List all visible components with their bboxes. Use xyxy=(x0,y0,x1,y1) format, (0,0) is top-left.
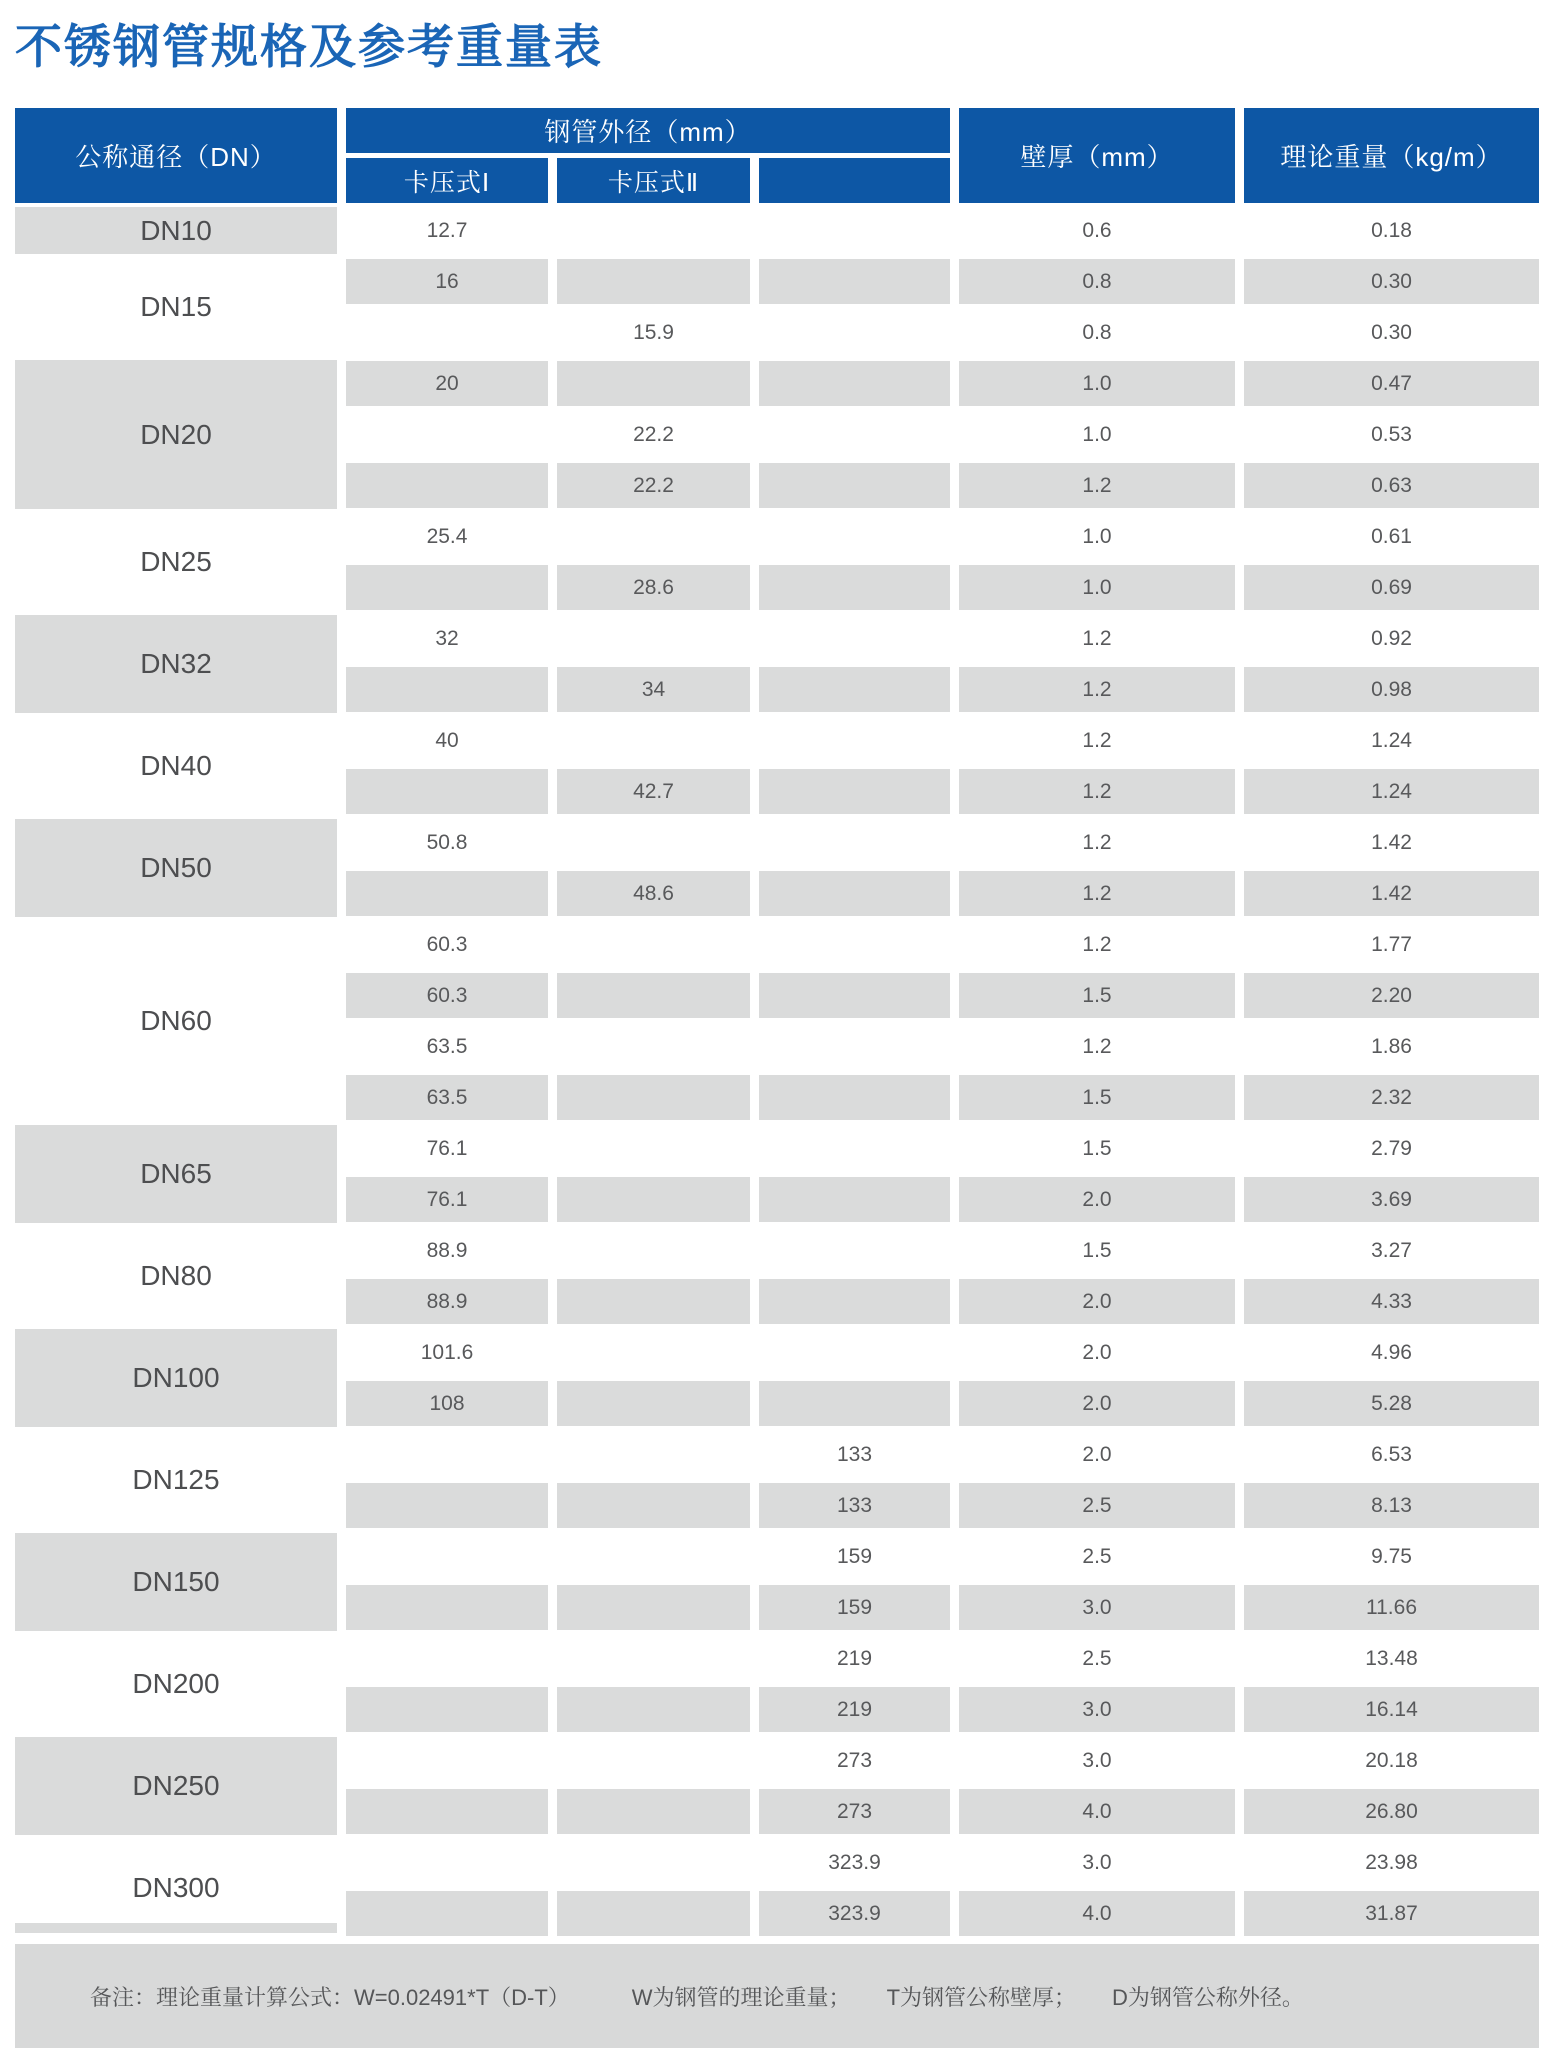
dn-group-cell: DN100 xyxy=(15,1329,337,1427)
row-stripe-cell xyxy=(346,667,548,712)
row-stripe-cell xyxy=(759,1075,950,1120)
table-cell-wall: 1.5 xyxy=(1082,1136,1112,1160)
table-cell-weight: 0.47 xyxy=(1371,371,1412,395)
table-cell-od2: 48.6 xyxy=(633,881,674,905)
table-cell-od2: 42.7 xyxy=(633,779,674,803)
table-cell-od2: 28.6 xyxy=(633,575,674,599)
table-cell-od1: 32 xyxy=(435,626,459,650)
table-cell-od3: 323.9 xyxy=(828,1850,881,1874)
dn-group-cell: DN15 xyxy=(140,291,212,322)
row-stripe-cell xyxy=(557,1585,750,1630)
table-cell-weight: 4.33 xyxy=(1371,1289,1412,1313)
table-cell-wall: 3.0 xyxy=(1082,1595,1112,1619)
row-stripe-cell xyxy=(557,1075,750,1120)
row-stripe-cell xyxy=(557,259,750,304)
table-cell-od1: 16 xyxy=(435,269,459,293)
table-cell-wall: 1.0 xyxy=(1082,422,1112,446)
row-stripe-cell xyxy=(346,463,548,508)
table-cell-wall: 1.2 xyxy=(1082,728,1112,752)
dn-group-cell: DN250 xyxy=(15,1737,337,1835)
table-cell-weight: 11.66 xyxy=(1366,1595,1417,1619)
table-cell-od3: 323.9 xyxy=(828,1901,881,1925)
table-cell-od3: 159 xyxy=(836,1544,873,1568)
table-cell-wall: 4.0 xyxy=(1082,1799,1112,1823)
table-cell-od2: 15.9 xyxy=(633,320,674,344)
table-cell-od3: 273 xyxy=(836,1799,873,1823)
dn-group-cell: DN20 xyxy=(15,360,337,509)
header-clamp-type-1: 卡压式Ⅰ xyxy=(346,158,548,203)
table-cell-wall: 1.0 xyxy=(1082,371,1112,395)
row-stripe-cell xyxy=(557,361,750,406)
table-cell-wall: 1.2 xyxy=(1082,932,1112,956)
table-cell-od1: 40 xyxy=(435,728,459,752)
table-cell-od1: 108 xyxy=(429,1391,465,1415)
table-cell-wall: 1.2 xyxy=(1082,779,1112,803)
table-cell-weight: 1.24 xyxy=(1371,728,1412,752)
row-stripe-cell xyxy=(557,1483,750,1528)
table-cell-od1: 63.5 xyxy=(426,1034,468,1058)
table-cell-weight: 26.80 xyxy=(1365,1799,1418,1823)
row-stripe-cell xyxy=(346,1891,548,1936)
table-cell-od1: 60.3 xyxy=(426,932,468,956)
dn-group-cell: DN65 xyxy=(15,1125,337,1223)
table-cell-od1: 12.7 xyxy=(426,218,468,242)
row-stripe-cell xyxy=(346,1687,548,1732)
table-cell-wall: 1.2 xyxy=(1082,1034,1112,1058)
row-stripe-cell xyxy=(759,463,950,508)
table-cell-weight: 31.87 xyxy=(1365,1901,1418,1925)
table-cell-od1: 88.9 xyxy=(426,1238,468,1262)
table-cell-wall: 1.5 xyxy=(1082,1085,1112,1109)
row-stripe-cell xyxy=(557,1687,750,1732)
dn-group-cell: DN50 xyxy=(15,819,337,917)
row-stripe-cell xyxy=(346,565,548,610)
table-cell-weight: 8.13 xyxy=(1371,1493,1412,1517)
row-stripe-cell xyxy=(557,1789,750,1834)
table-cell-weight: 0.30 xyxy=(1371,320,1412,344)
row-stripe-cell xyxy=(557,1279,750,1324)
table-cell-od2: 22.2 xyxy=(633,422,674,446)
table-cell-od1: 76.1 xyxy=(426,1187,468,1211)
row-stripe-cell xyxy=(346,1585,548,1630)
dn-group-cell: DN40 xyxy=(140,750,212,781)
table-cell-od1: 63.5 xyxy=(426,1085,468,1109)
table-cell-wall: 1.2 xyxy=(1082,881,1112,905)
header-outer-diameter: 钢管外径（mm） xyxy=(346,108,950,153)
table-cell-weight: 0.92 xyxy=(1371,626,1412,650)
table-cell-wall: 2.5 xyxy=(1082,1544,1112,1568)
table-cell-weight: 2.79 xyxy=(1371,1136,1412,1160)
table-cell-weight: 20.18 xyxy=(1365,1748,1418,1772)
table-cell-wall: 2.0 xyxy=(1082,1391,1112,1415)
dn-group-cell: DN80 xyxy=(140,1260,212,1291)
table-cell-weight: 1.24 xyxy=(1371,779,1412,803)
table-cell-wall: 3.0 xyxy=(1082,1697,1112,1721)
table-cell-weight: 2.32 xyxy=(1371,1085,1412,1109)
table-cell-wall: 0.6 xyxy=(1082,218,1112,242)
table-cell-wall: 3.0 xyxy=(1082,1748,1112,1772)
row-stripe-cell xyxy=(346,871,548,916)
table-cell-weight: 0.53 xyxy=(1371,422,1412,446)
dn-group-cell: DN150 xyxy=(15,1533,337,1631)
row-stripe-cell xyxy=(759,565,950,610)
table-cell-od1: 60.3 xyxy=(426,983,468,1007)
table-cell-weight: 0.61 xyxy=(1371,524,1412,548)
row-stripe-cell xyxy=(759,1381,950,1426)
truncated-next-group-bar xyxy=(15,1923,337,1933)
table-cell-weight: 16.14 xyxy=(1365,1697,1418,1721)
table-cell-wall: 2.0 xyxy=(1082,1187,1112,1211)
table-cell-weight: 9.75 xyxy=(1371,1544,1412,1568)
page-title: 不锈钢管规格及参考重量表 xyxy=(15,20,603,73)
table-cell-od3: 273 xyxy=(836,1748,873,1772)
row-stripe-cell xyxy=(557,1177,750,1222)
table-cell-wall: 4.0 xyxy=(1082,1901,1112,1925)
note-d-definition: D为钢管公称外径。 xyxy=(1112,1984,1304,2010)
table-cell-wall: 1.2 xyxy=(1082,473,1112,497)
row-stripe-cell xyxy=(346,1789,548,1834)
dn-group-cell: DN60 xyxy=(140,1005,212,1036)
table-cell-wall: 1.5 xyxy=(1082,1238,1112,1262)
dn-group-cell: DN25 xyxy=(140,546,212,577)
table-cell-wall: 3.0 xyxy=(1082,1850,1112,1874)
row-stripe-cell xyxy=(759,361,950,406)
table-cell-od1: 20 xyxy=(435,371,459,395)
table-cell-wall: 2.5 xyxy=(1082,1493,1112,1517)
header-clamp-type-2: 卡压式Ⅱ xyxy=(557,158,750,203)
header-wall-thickness: 壁厚（mm） xyxy=(959,108,1235,203)
dn-group-cell: DN125 xyxy=(132,1464,220,1495)
table-cell-wall: 2.0 xyxy=(1082,1289,1112,1313)
header-clamp-type-blank xyxy=(759,158,950,203)
table-cell-wall: 2.0 xyxy=(1082,1442,1112,1466)
footer-note xyxy=(15,1944,1539,2048)
header-nominal-diameter: 公称通径（DN） xyxy=(15,108,337,203)
table-cell-od2: 34 xyxy=(641,677,666,701)
dn-group-cell: DN300 xyxy=(132,1872,220,1903)
table-cell-weight: 2.20 xyxy=(1371,983,1412,1007)
row-stripe-cell xyxy=(557,973,750,1018)
table-cell-wall: 2.5 xyxy=(1082,1646,1112,1670)
table-cell-weight: 0.18 xyxy=(1371,218,1412,242)
table-cell-weight: 13.48 xyxy=(1365,1646,1418,1670)
row-stripe-cell xyxy=(759,667,950,712)
table-cell-weight: 0.98 xyxy=(1371,677,1412,701)
table-cell-od3: 219 xyxy=(836,1646,873,1670)
table-cell-od3: 133 xyxy=(836,1442,873,1466)
table-cell-wall: 1.2 xyxy=(1082,830,1112,854)
table-cell-od3: 133 xyxy=(836,1493,873,1517)
table-cell-weight: 3.27 xyxy=(1371,1238,1412,1262)
header-theoretical-weight: 理论重量（kg/m） xyxy=(1244,108,1539,203)
table-cell-wall: 2.0 xyxy=(1082,1340,1112,1364)
table-cell-weight: 0.30 xyxy=(1371,269,1412,293)
table-cell-weight: 6.53 xyxy=(1371,1442,1412,1466)
table-cell-od1: 50.8 xyxy=(426,830,468,854)
note-formula: 备注：理论重量计算公式：W=0.02491*T（D-T） xyxy=(90,1984,570,2010)
table-cell-weight: 1.42 xyxy=(1371,830,1412,854)
table-cell-weight: 1.42 xyxy=(1371,881,1412,905)
table-cell-wall: 1.0 xyxy=(1082,575,1112,599)
dn-group-cell: DN10 xyxy=(15,207,337,254)
row-stripe-cell xyxy=(346,769,548,814)
table-cell-od1: 88.9 xyxy=(426,1289,468,1313)
table-cell-weight: 4.96 xyxy=(1371,1340,1412,1364)
table-cell-od3: 219 xyxy=(836,1697,873,1721)
table-cell-od1: 101.6 xyxy=(420,1340,474,1364)
row-stripe-cell xyxy=(759,769,950,814)
table-cell-weight: 23.98 xyxy=(1365,1850,1418,1874)
row-stripe-cell xyxy=(759,1279,950,1324)
table-cell-weight: 0.69 xyxy=(1371,575,1412,599)
table-cell-wall: 1.5 xyxy=(1082,983,1112,1007)
table-cell-od2: 22.2 xyxy=(633,473,674,497)
table-cell-weight: 1.86 xyxy=(1371,1034,1412,1058)
table-cell-weight: 3.69 xyxy=(1371,1187,1412,1211)
table-cell-weight: 1.77 xyxy=(1371,932,1412,956)
row-stripe-cell xyxy=(759,1177,950,1222)
spec-table xyxy=(15,108,1539,1939)
row-stripe-cell xyxy=(557,1891,750,1936)
row-stripe-cell xyxy=(759,973,950,1018)
table-cell-wall: 0.8 xyxy=(1082,269,1112,293)
table-cell-wall: 1.2 xyxy=(1082,677,1112,701)
table-cell-wall: 0.8 xyxy=(1082,320,1112,344)
note-w-definition: W为钢管的理论重量； xyxy=(631,1984,851,2010)
dn-group-cell: DN200 xyxy=(132,1668,220,1699)
table-cell-wall: 1.0 xyxy=(1082,524,1112,548)
row-stripe-cell xyxy=(759,259,950,304)
table-cell-weight: 0.63 xyxy=(1371,473,1412,497)
dn-group-cell: DN32 xyxy=(15,615,337,713)
note-t-definition: T为钢管公称壁厚； xyxy=(886,1984,1077,2010)
row-stripe-cell xyxy=(346,1483,548,1528)
row-stripe-cell xyxy=(759,871,950,916)
table-cell-od1: 76.1 xyxy=(426,1136,468,1160)
table-cell-od1: 25.4 xyxy=(426,524,468,548)
row-stripe-cell xyxy=(557,1381,750,1426)
table-cell-weight: 5.28 xyxy=(1371,1391,1412,1415)
table-cell-od3: 159 xyxy=(836,1595,873,1619)
table-cell-wall: 1.2 xyxy=(1082,626,1112,650)
